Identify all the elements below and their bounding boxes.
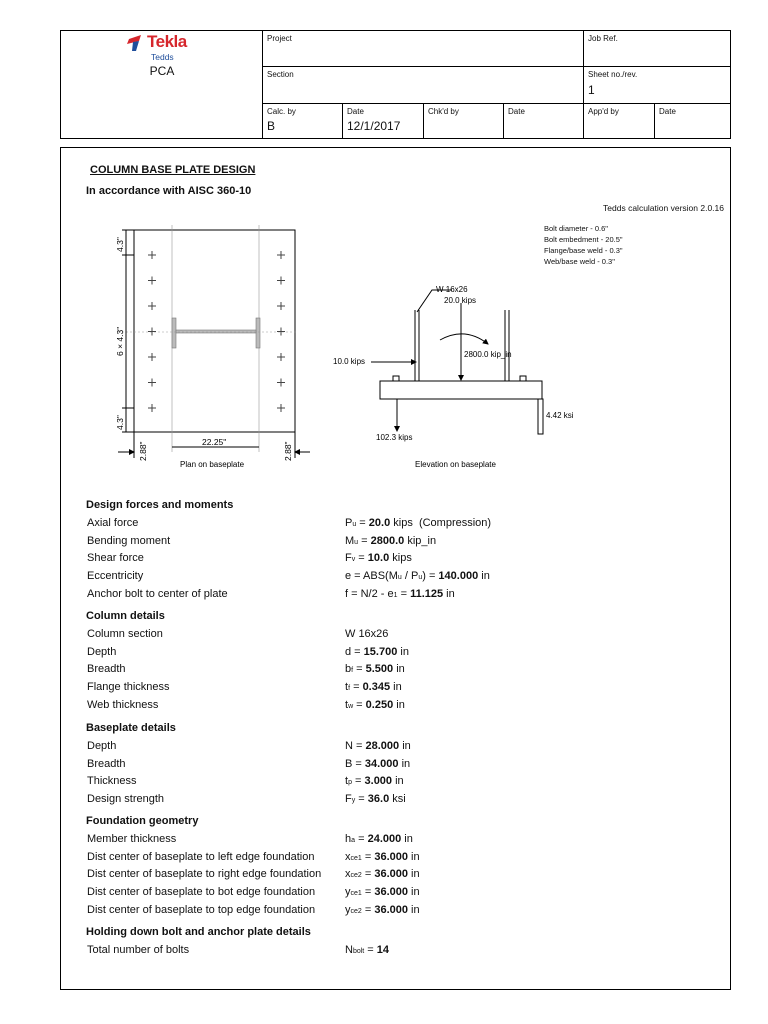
- value-unit: in: [478, 570, 490, 583]
- row-value: [345, 740, 411, 752]
- symbol: t: [345, 775, 349, 788]
- elev-shear: 10.0 kips: [333, 357, 366, 366]
- equals: =: [353, 698, 366, 711]
- value-number: 11.125: [410, 587, 444, 600]
- row-value: [345, 663, 405, 675]
- row-value: [345, 868, 420, 880]
- symbol: t: [345, 698, 349, 711]
- date3-label: Date: [659, 107, 676, 116]
- row-label: Dist center of baseplate to bot edge foundation: [87, 886, 316, 899]
- row-value: [345, 535, 436, 547]
- value-unit: in: [399, 740, 411, 752]
- value-number: 28.000: [365, 740, 400, 752]
- project-cell[interactable]: [262, 30, 583, 66]
- symbol: x: [345, 850, 351, 863]
- row-value: [345, 552, 412, 564]
- calc-title: COLUMN BASE PLATE DESIGN: [90, 164, 256, 176]
- symbol-subscript: ce1: [350, 854, 362, 862]
- equals: =: [352, 740, 366, 752]
- row-label: Total number of bolts: [87, 944, 190, 956]
- elev-bearing-pressure: 4.42 ksi: [546, 411, 574, 420]
- appdby-label: App'd by: [588, 107, 619, 116]
- elev-caption: Elevation on baseplate: [415, 460, 496, 469]
- symbol: M: [345, 534, 355, 547]
- symbol-subscript: u: [354, 538, 359, 546]
- value-number: 5.500: [365, 663, 394, 676]
- row-label: Bending moment: [87, 534, 171, 547]
- equals: =: [361, 903, 375, 916]
- date3-cell[interactable]: [654, 103, 731, 138]
- value-unit: in: [393, 663, 405, 676]
- value-number: 140.000: [438, 570, 479, 583]
- value-number: 2800.0: [370, 534, 405, 547]
- value-number: 34.000: [364, 757, 399, 770]
- row-value: [345, 833, 413, 845]
- equals: =: [355, 833, 368, 845]
- symbol: y: [345, 903, 351, 916]
- symbol-subscript: f: [348, 685, 351, 693]
- row-label: Web thickness: [87, 698, 159, 711]
- chkdby-label: Chk'd by: [428, 107, 459, 116]
- equals: =: [351, 775, 365, 788]
- symbol-subscript: ce1: [350, 890, 362, 898]
- symbol-subscript: p: [348, 779, 352, 787]
- symbol: N: [345, 944, 353, 956]
- equals: =: [358, 534, 371, 547]
- elev-bolt-tension: 102.3 kips: [376, 433, 413, 442]
- plan-dim-right-edge: 2.88": [283, 441, 293, 461]
- row-value: [345, 681, 402, 693]
- baseplate-details-heading: Baseplate details: [86, 722, 176, 734]
- value-unit: in: [401, 833, 413, 845]
- value-number: 36.000: [374, 868, 408, 881]
- row-value: [345, 851, 420, 863]
- value-number: 36.000: [374, 886, 408, 899]
- calcby-value: B: [267, 119, 276, 133]
- value-number: 0.250: [365, 698, 394, 711]
- equals: ) =: [422, 570, 439, 583]
- symbol-subscript: bolt: [352, 948, 365, 955]
- jobref-cell[interactable]: [583, 30, 731, 66]
- row-value: [345, 944, 389, 956]
- version-note: Tedds calculation version 2.0.16: [603, 203, 724, 213]
- section-cell[interactable]: [262, 66, 583, 103]
- value-unit: in: [408, 868, 420, 881]
- tekla-logo-icon: [127, 35, 147, 51]
- foundation-geometry-heading: Foundation geometry: [86, 815, 199, 827]
- value-unit: in: [443, 587, 455, 600]
- equals: =: [352, 757, 365, 770]
- plan-dim-bot: 4.3": [115, 415, 125, 430]
- symbol: d: [345, 645, 352, 658]
- equals: / P: [401, 570, 419, 583]
- row-label: Thickness: [87, 775, 137, 788]
- equals: =: [351, 645, 364, 658]
- row-label: Eccentricity: [87, 570, 144, 583]
- row-label: Design strength: [87, 793, 165, 806]
- equals: =: [361, 868, 375, 881]
- calcby-cell[interactable]: [262, 103, 342, 138]
- row-label: Breadth: [87, 757, 126, 770]
- calcby-label: Calc. by: [267, 107, 296, 116]
- equals: =: [364, 944, 377, 956]
- calculation-sheet: [60, 147, 731, 990]
- row-value: [345, 588, 455, 600]
- plan-caption: Plan on baseplate: [180, 460, 245, 469]
- row-value: [345, 793, 406, 805]
- row-label: Dist center of baseplate to right edge foundation: [87, 868, 322, 881]
- plan-dim-width: 22.25": [202, 437, 227, 447]
- value-number: 36.0: [367, 793, 390, 806]
- symbol-subscript: u: [397, 574, 402, 582]
- company-name: PCA: [149, 64, 175, 78]
- value-unit: in: [408, 886, 420, 899]
- flange-weld-note: Flange/base weld - 0.3": [544, 246, 623, 255]
- plan-dim-top: 4.3": [115, 237, 125, 252]
- row-label: Depth: [87, 645, 117, 658]
- elev-axial-load: 20.0 kips: [444, 296, 477, 305]
- symbol-subscript: 1: [393, 591, 398, 599]
- value-number: 24.000: [367, 833, 402, 845]
- value-unit: in: [392, 775, 404, 788]
- row-value: [345, 646, 409, 658]
- logo-subbrand: Tedds: [151, 52, 174, 62]
- bolt-notes: [544, 223, 623, 267]
- value-number: 36.000: [374, 903, 408, 916]
- row-label: Dist center of baseplate to top edge foundation: [87, 903, 316, 916]
- symbol-subscript: ce2: [350, 907, 362, 915]
- web-weld-note: Web/base weld - 0.3": [544, 257, 615, 266]
- symbol-subscript: u: [352, 521, 357, 528]
- project-label: Project: [267, 34, 292, 43]
- value-number: 0.345: [362, 681, 391, 694]
- plan-dim-mid: 6 × 4.3": [115, 326, 125, 356]
- row-label: Flange thickness: [87, 681, 170, 694]
- symbol: b: [345, 663, 352, 676]
- symbol: F: [345, 793, 352, 806]
- row-value: [345, 570, 490, 582]
- equals: =: [397, 587, 411, 600]
- sheet-label: Sheet no./rev.: [588, 70, 638, 79]
- row-label: Anchor bolt to center of plate: [87, 587, 228, 600]
- symbol: N: [345, 740, 353, 752]
- row-value: [345, 699, 405, 711]
- value-unit: ksi: [389, 793, 406, 806]
- value-unit: kips (Compression): [390, 517, 492, 529]
- appdby-cell[interactable]: [583, 103, 654, 138]
- value-number: 3.000: [364, 775, 393, 788]
- value-unit: kip_in: [404, 534, 437, 547]
- row-label: Depth: [87, 740, 117, 752]
- plan-dim-left-edge: 2.88": [138, 441, 148, 461]
- value-text: W 16x26: [345, 628, 389, 640]
- symbol: e = ABS(M: [345, 570, 398, 583]
- value-unit: in: [408, 903, 420, 916]
- row-label: Shear force: [87, 552, 144, 565]
- equals: =: [356, 517, 369, 529]
- row-value: [345, 628, 388, 640]
- symbol: f = N/2 - e: [345, 587, 394, 600]
- logo-cell: [61, 31, 262, 138]
- symbol-subscript: a: [351, 837, 356, 844]
- sheet-value: 1: [588, 83, 595, 97]
- symbol-subscript: u: [418, 574, 423, 582]
- value-unit: in: [398, 757, 411, 770]
- row-value: [345, 517, 491, 529]
- value-unit: kips: [389, 552, 412, 565]
- sheet-cell[interactable]: [583, 66, 731, 103]
- date1-cell[interactable]: [342, 103, 423, 138]
- symbol: x: [345, 868, 351, 881]
- value-number: 10.0: [367, 552, 390, 565]
- symbol-subscript: ce2: [350, 872, 362, 880]
- elev-moment: 2800.0 kip_in: [464, 350, 512, 359]
- symbol-subscript: y: [351, 797, 356, 805]
- value-number: 15.700: [363, 645, 398, 658]
- equals: =: [361, 850, 375, 863]
- calc-subtitle: In accordance with AISC 360-10: [86, 185, 252, 197]
- value-unit: in: [393, 698, 405, 711]
- value-number: 36.000: [374, 850, 408, 863]
- row-label: Column section: [87, 628, 163, 640]
- value-unit: in: [408, 850, 420, 863]
- value-number: 20.0: [368, 517, 391, 529]
- date2-cell[interactable]: [503, 103, 583, 138]
- equals: =: [350, 681, 363, 694]
- jobref-label: Job Ref.: [588, 34, 618, 43]
- symbol-subscript: v: [351, 556, 356, 564]
- value-unit: in: [390, 681, 402, 694]
- bolt-embedment-note: Bolt embedment - 20.5": [544, 235, 623, 244]
- column-details-heading: Column details: [86, 610, 165, 622]
- symbol: y: [345, 886, 351, 899]
- design-forces-heading: Design forces and moments: [86, 499, 234, 511]
- symbol: P: [345, 517, 353, 529]
- symbol-subscript: f: [351, 667, 354, 675]
- symbol-subscript: w: [348, 702, 354, 710]
- equals: =: [361, 886, 375, 899]
- symbol: F: [345, 552, 352, 565]
- section-label: Section: [267, 70, 294, 79]
- equals: =: [353, 663, 366, 676]
- row-label: Member thickness: [87, 833, 177, 845]
- symbol: t: [345, 681, 349, 694]
- chkdby-cell[interactable]: [423, 103, 503, 138]
- row-value: [345, 775, 404, 787]
- symbol: h: [345, 833, 352, 845]
- holding-down-bolts-heading: Holding down bolt and anchor plate details: [86, 926, 311, 938]
- title-block: [60, 30, 731, 139]
- row-value: [345, 758, 410, 770]
- row-value: [345, 904, 420, 916]
- equals: =: [355, 552, 368, 565]
- row-label: Dist center of baseplate to left edge foundation: [87, 850, 315, 863]
- value-number: 14: [376, 944, 390, 956]
- value-unit: in: [397, 645, 409, 658]
- logo-brand: Tekla: [147, 32, 187, 51]
- bolt-diameter-note: Bolt diameter - 0.6": [544, 224, 608, 233]
- row-label: Breadth: [87, 663, 126, 676]
- date1-value: 12/1/2017: [347, 119, 401, 133]
- elev-section-label: W 16x26: [436, 285, 468, 294]
- row-value: [345, 886, 420, 898]
- date1-label: Date: [347, 107, 364, 116]
- row-label: Axial force: [87, 517, 139, 529]
- equals: =: [355, 793, 368, 806]
- date2-label: Date: [508, 107, 525, 116]
- symbol: B: [345, 757, 353, 770]
